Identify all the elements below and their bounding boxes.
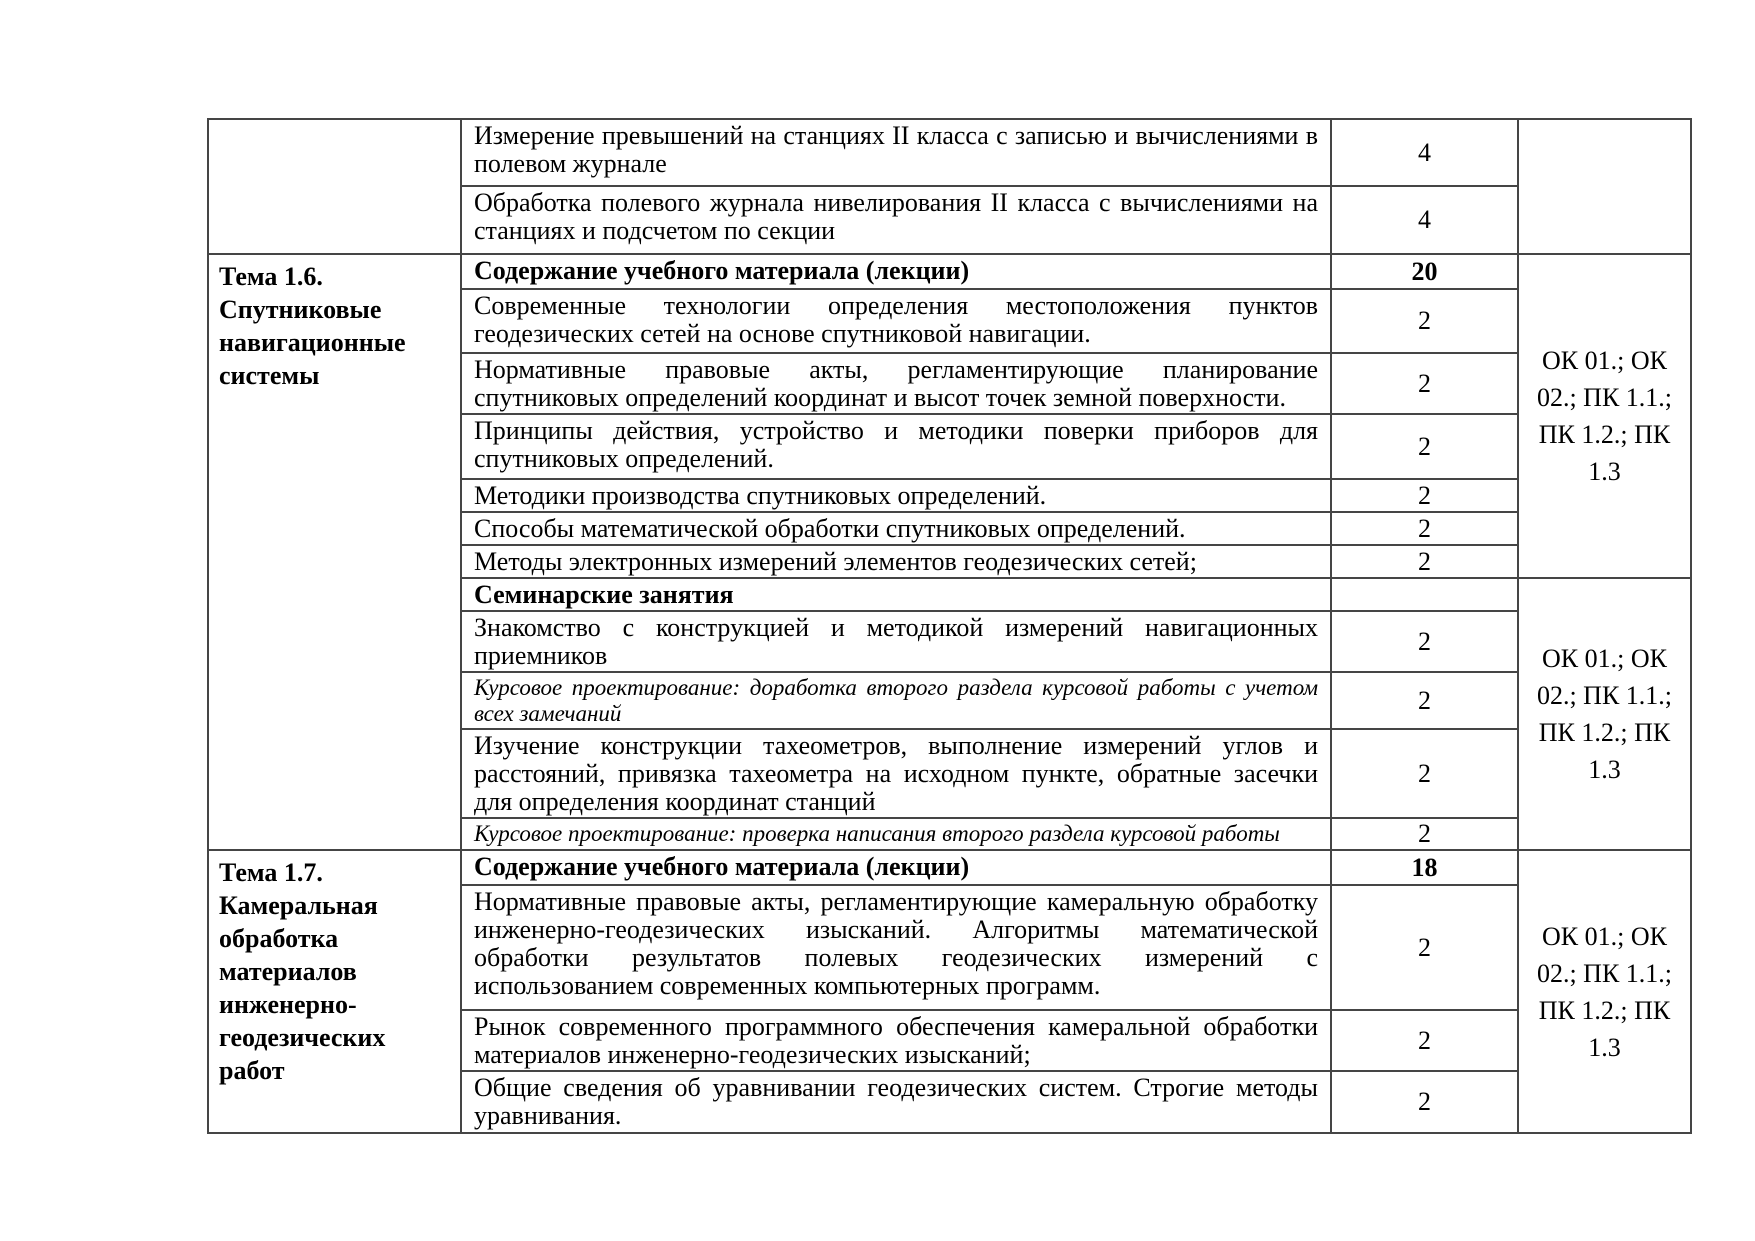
hours-cell: 2 xyxy=(1331,818,1518,850)
curriculum-table xyxy=(207,118,1692,1134)
hours-cell: 2 xyxy=(1331,353,1518,414)
competency-cell-seminars-1-6: ОК 01.; ОК 02.; ПК 1.1.; ПК 1.2.; ПК 1.3 xyxy=(1518,578,1691,850)
content-cell: Современные технологии определения местоположения пунктов геодезических сетей на основе спутниковой навигации. xyxy=(461,289,1331,353)
content-cell: Измерение превышений на станциях II класса с записью и вычислениями в полевом журнале xyxy=(461,119,1331,186)
content-cell: Общие сведения об уравнивании геодезических систем. Строгие методы уравнивания. xyxy=(461,1071,1331,1133)
content-cell: Знакомство с конструкцией и методикой измерений навигационных приемников xyxy=(461,611,1331,672)
content-cell: Нормативные правовые акты, регламентирующие планирование спутниковых определений координат и высот точек земной поверхности. xyxy=(461,353,1331,414)
content-cell: Способы математической обработки спутниковых определений. xyxy=(461,512,1331,545)
topic-title: Камеральная обработка материалов инженерно-геодезических работ xyxy=(219,891,386,1085)
hours-cell: 2 xyxy=(1331,414,1518,479)
hours-cell: 2 xyxy=(1331,611,1518,672)
content-cell: Принципы действия, устройство и методики поверки приборов для спутниковых определений. xyxy=(461,414,1331,479)
topic-title: Спутниковые навигационные системы xyxy=(219,295,406,390)
hours-cell: 2 xyxy=(1331,672,1518,729)
section-header-cell: Содержание учебного материала (лекции) xyxy=(461,254,1331,289)
hours-cell: 4 xyxy=(1331,119,1518,186)
content-cell: Методы электронных измерений элементов геодезических сетей; xyxy=(461,545,1331,578)
hours-cell: 2 xyxy=(1331,1010,1518,1071)
hours-cell: 20 xyxy=(1331,254,1518,289)
hours-cell xyxy=(1331,578,1518,611)
section-header-cell: Содержание учебного материала (лекции) xyxy=(461,850,1331,885)
hours-cell: 2 xyxy=(1331,1071,1518,1133)
hours-cell: 2 xyxy=(1331,289,1518,353)
hours-cell: 4 xyxy=(1331,186,1518,254)
content-cell: Методики производства спутниковых определений. xyxy=(461,479,1331,512)
hours-cell: 2 xyxy=(1331,512,1518,545)
hours-cell: 2 xyxy=(1331,545,1518,578)
hours-cell: 2 xyxy=(1331,885,1518,1010)
hours-cell: 2 xyxy=(1331,729,1518,818)
hours-cell: 18 xyxy=(1331,850,1518,885)
content-cell-coursework: Курсовое проектирование: проверка написания второго раздела курсовой работы xyxy=(461,818,1331,850)
content-cell: Обработка полевого журнала нивелирования II класса с вычислениями на станциях и подсчетом по секции xyxy=(461,186,1331,254)
content-cell: Нормативные правовые акты, регламентирующие камеральную обработку инженерно-геодезических изысканий. Алгоритмы математической обработки результатов полевых геодезических измерений с использованием современных компьютерных программ. xyxy=(461,885,1331,1010)
topic-number: Тема 1.6. xyxy=(219,262,323,291)
topic-cell-empty xyxy=(208,119,461,254)
competency-cell-empty xyxy=(1518,119,1691,254)
section-header-cell: Семинарские занятия xyxy=(461,578,1331,611)
topic-number: Тема 1.7. xyxy=(219,858,323,887)
topic-cell-1-7 xyxy=(208,850,461,1133)
hours-cell: 2 xyxy=(1331,479,1518,512)
content-cell-coursework: Курсовое проектирование: доработка второго раздела курсовой работы с учетом всех замечаний xyxy=(461,672,1331,729)
content-cell: Рынок современного программного обеспечения камеральной обработки материалов инженерно-геодезических изысканий; xyxy=(461,1010,1331,1071)
content-cell: Изучение конструкции тахеометров, выполнение измерений углов и расстояний, привязка тахеометра на исходном пункте, обратные засечки для определения координат станций xyxy=(461,729,1331,818)
competency-cell-lectures-1-6: ОК 01.; ОК 02.; ПК 1.1.; ПК 1.2.; ПК 1.3 xyxy=(1518,254,1691,578)
competency-cell-lectures-1-7: ОК 01.; ОК 02.; ПК 1.1.; ПК 1.2.; ПК 1.3 xyxy=(1518,850,1691,1133)
topic-cell-1-6 xyxy=(208,254,461,850)
